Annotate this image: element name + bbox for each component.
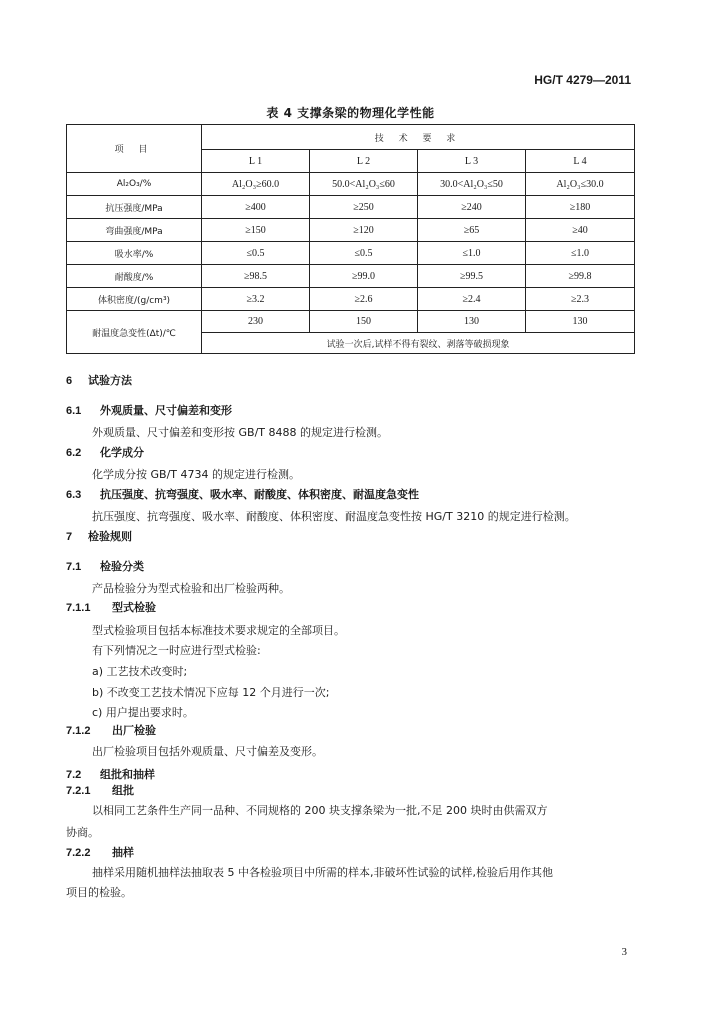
section-number: 6 xyxy=(66,375,73,387)
paragraph-line: 有下列情况之一时应进行型式检验: xyxy=(92,644,261,657)
table-cell: 230 xyxy=(202,311,310,333)
section-number: 6.1 xyxy=(66,405,82,417)
grade-header: L 2 xyxy=(310,150,418,173)
row-label: Al₂O₃/% xyxy=(67,173,202,196)
section-heading xyxy=(66,782,134,798)
section-title: 组批和抽样 xyxy=(100,768,155,781)
table-cell: Al₂O₃≤30.0 xyxy=(526,173,635,196)
section-heading xyxy=(66,528,132,544)
page-number: 3 xyxy=(621,946,627,958)
table-cell: ≥99.8 xyxy=(526,265,635,288)
table-row xyxy=(67,196,635,219)
table-caption: 表 4 支撑条梁的物理化学性能 xyxy=(266,106,435,120)
table-cell: ≥120 xyxy=(310,219,418,242)
section-number: 7.2.1 xyxy=(66,785,91,797)
section-title: 抗压强度、抗弯强度、吸水率、耐酸度、体积密度、耐温度急变性 xyxy=(100,488,419,501)
section-title: 化学成分 xyxy=(100,446,144,459)
table-cell: 150 xyxy=(310,311,418,333)
section-heading xyxy=(66,402,232,418)
section-title: 出厂检验 xyxy=(112,724,156,737)
section-number: 7.1.1 xyxy=(66,602,91,614)
table-cell: ≥180 xyxy=(526,196,635,219)
section-title: 型式检验 xyxy=(112,601,156,614)
section-heading xyxy=(66,372,132,388)
table-cell: ≥99.0 xyxy=(310,265,418,288)
table-cell: ≥2.3 xyxy=(526,288,635,311)
section-title: 组批 xyxy=(112,784,134,797)
table-cell: 130 xyxy=(418,311,526,333)
paragraph-line: 以相同工艺条件生产同一品种、不同规格的 200 块支撑条梁为一批,不足 200 块时由供需双方 xyxy=(92,804,548,817)
table-row xyxy=(67,242,635,265)
table-cell: ≥40 xyxy=(526,219,635,242)
table-row xyxy=(67,219,635,242)
section-number: 6.2 xyxy=(66,447,82,459)
table-cell: ≥99.5 xyxy=(418,265,526,288)
section-number: 7.2 xyxy=(66,769,82,781)
grade-header: L 1 xyxy=(202,150,310,173)
section-number: 7.1.2 xyxy=(66,725,91,737)
table-row xyxy=(67,265,635,288)
table-cell: ≤1.0 xyxy=(418,242,526,265)
thermal-note: 试验一次后,试样不得有裂纹、剥落等破损现象 xyxy=(202,333,635,354)
paragraph-line: a) 工艺技术改变时; xyxy=(92,665,188,678)
table-cell: 50.0<Al₂O₃≤60 xyxy=(310,173,418,196)
section-number: 7.1 xyxy=(66,561,82,573)
row-label: 吸水率/% xyxy=(67,242,202,265)
paragraph-line: 协商。 xyxy=(66,826,99,839)
table-cell: ≥98.5 xyxy=(202,265,310,288)
table-cell: ≥2.6 xyxy=(310,288,418,311)
table-cell: ≥400 xyxy=(202,196,310,219)
paragraph-line: b) 不改变工艺技术情况下应每 12 个月进行一次; xyxy=(92,686,330,699)
section-heading xyxy=(66,722,156,738)
paragraph-line: c) 用户提出要求时。 xyxy=(92,706,194,719)
thermal-row xyxy=(67,311,635,333)
paragraph-line: 抗压强度、抗弯强度、吸水率、耐酸度、体积密度、耐温度急变性按 HG/T 3210 的规定进行检测。 xyxy=(92,510,576,523)
table-cell: ≤1.0 xyxy=(526,242,635,265)
table-cell: ≥150 xyxy=(202,219,310,242)
section-heading xyxy=(66,599,156,615)
table-cell: ≥240 xyxy=(418,196,526,219)
paragraph-line: 化学成分按 GB/T 4734 的规定进行检测。 xyxy=(92,468,300,481)
section-title: 检验规则 xyxy=(88,530,132,543)
table-cell: ≤0.5 xyxy=(310,242,418,265)
grade-header: L 3 xyxy=(418,150,526,173)
paragraph-line: 产品检验分为型式检验和出厂检验两种。 xyxy=(92,582,290,595)
row-label: 耐温度急变性(Δt)/℃ xyxy=(67,311,202,354)
paragraph-line: 出厂检验项目包括外观质量、尺寸偏差及变形。 xyxy=(92,745,323,758)
paragraph-line: 外观质量、尺寸偏差和变形按 GB/T 8488 的规定进行检测。 xyxy=(92,426,388,439)
section-heading xyxy=(66,844,134,860)
grade-header: L 4 xyxy=(526,150,635,173)
row-label: 弯曲强度/MPa xyxy=(67,219,202,242)
section-heading xyxy=(66,766,155,782)
table-cell: 130 xyxy=(526,311,635,333)
section-number: 7.2.2 xyxy=(66,847,91,859)
table-cell: ≥3.2 xyxy=(202,288,310,311)
row-label: 抗压强度/MPa xyxy=(67,196,202,219)
section-title: 试验方法 xyxy=(88,374,132,387)
paragraph-line: 抽样采用随机抽样法抽取表 5 中各检验项目中所需的样本,非破坏性试验的试样,检验后用作其他 xyxy=(92,866,553,879)
section-heading xyxy=(66,486,419,502)
table-cell: Al₂O₃≥60.0 xyxy=(202,173,310,196)
section-heading xyxy=(66,444,144,460)
section-number: 7 xyxy=(66,531,73,543)
table-cell: ≤0.5 xyxy=(202,242,310,265)
row-label: 耐酸度/% xyxy=(67,265,202,288)
table-cell: ≥2.4 xyxy=(418,288,526,311)
paragraph-line: 项目的检验。 xyxy=(66,886,132,899)
row-label: 体积密度/(g/cm³) xyxy=(67,288,202,311)
document-code: HG/T 4279—2011 xyxy=(534,73,631,87)
table-cell: 30.0<Al₂O₃≤50 xyxy=(418,173,526,196)
section-heading xyxy=(66,558,144,574)
section-title: 外观质量、尺寸偏差和变形 xyxy=(100,404,232,417)
header-item: 项 目 xyxy=(67,125,202,173)
section-number: 6.3 xyxy=(66,489,82,501)
table-row xyxy=(67,173,635,196)
paragraph-line: 型式检验项目包括本标准技术要求规定的全部项目。 xyxy=(92,624,345,637)
table-row xyxy=(67,288,635,311)
section-title: 抽样 xyxy=(112,846,134,859)
table-cell: ≥250 xyxy=(310,196,418,219)
header-technical-requirements: 技 术 要 求 xyxy=(202,125,635,150)
properties-table xyxy=(66,124,635,354)
section-title: 检验分类 xyxy=(100,560,144,573)
table-cell: ≥65 xyxy=(418,219,526,242)
